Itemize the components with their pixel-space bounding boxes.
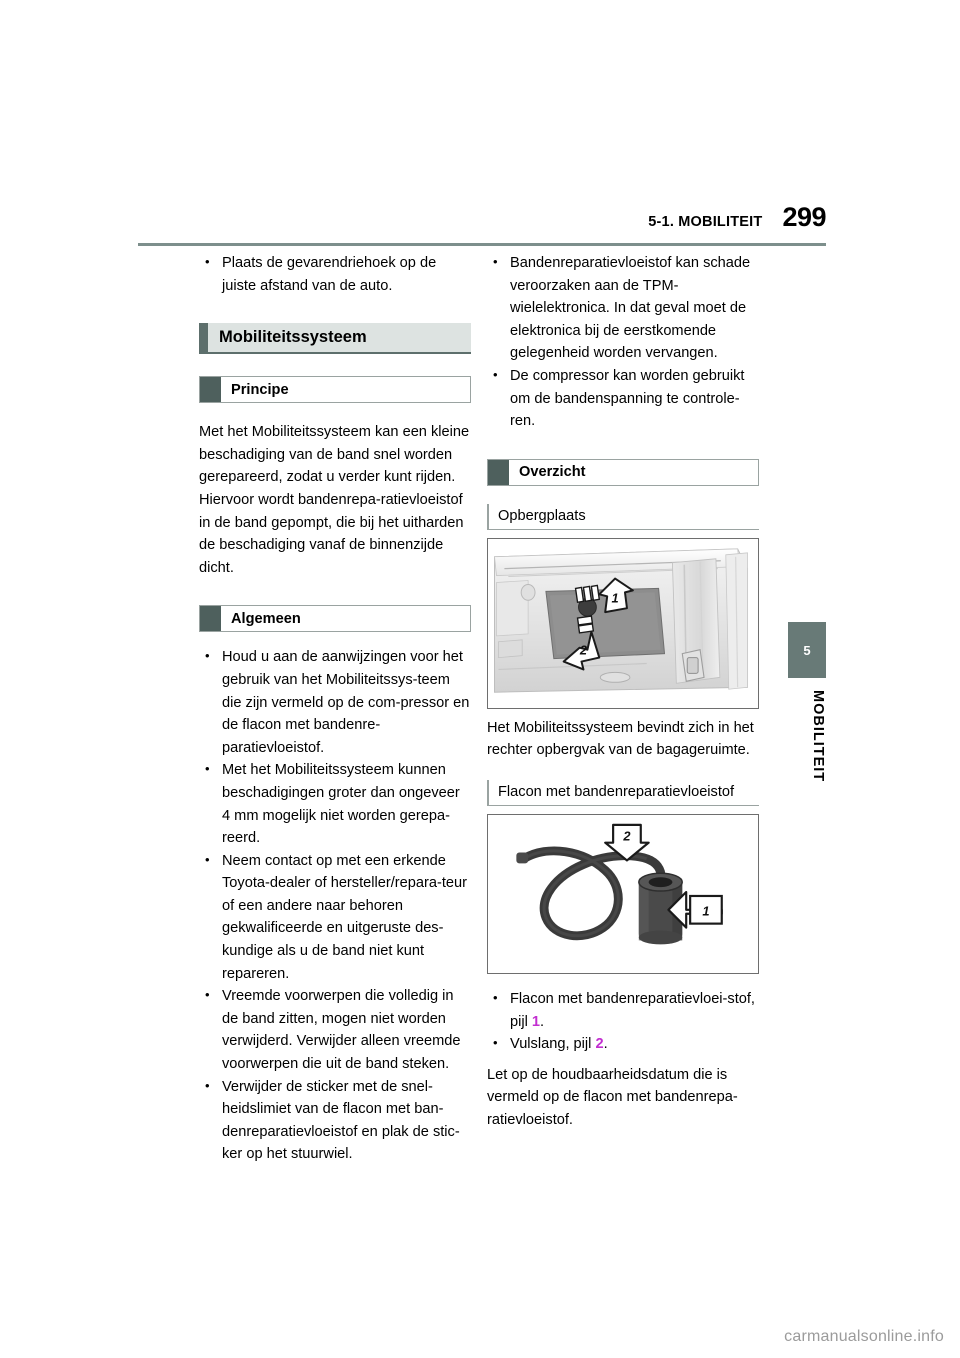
- subsection-accent-block: [200, 606, 221, 631]
- list-item: • De compressor kan worden gebruikt om de bandenspanning te controle-ren.: [487, 365, 759, 433]
- list-item: • Verwijder de sticker met de snel-heidslimiet van de flacon met ban-denreparatievloeistof en plak de stic-ker op het stuurwiel.: [199, 1076, 471, 1166]
- caption-header-opbergplaats: Opbergplaats: [487, 504, 759, 530]
- page-number: 299: [782, 202, 826, 232]
- section-title: Mobiliteitssysteem: [219, 328, 367, 347]
- subsection-title: Algemeen: [231, 610, 301, 627]
- subsection-accent-block: [488, 460, 509, 485]
- svg-text:1: 1: [702, 903, 710, 919]
- chapter-label: 5-1. MOBILITEIT: [648, 214, 763, 230]
- storage-figure-caption: Het Mobiliteitssysteem bevindt zich in het rechter opbergvak van de bagageruimte.: [487, 719, 754, 759]
- chapter-tab-label: MOBILITEIT: [810, 690, 826, 783]
- storage-figure-graphic: [488, 539, 758, 708]
- bullet-text-pre: Vulslang, pijl: [510, 1036, 596, 1053]
- flacon-bullet-list: [487, 988, 759, 1056]
- svg-text:2: 2: [623, 828, 631, 844]
- list-item: • Met het Mobiliteitssysteem kunnen beschadigingen groter dan ongeveer 4 mm mogelijk niet worden gerepa-reerd.: [199, 759, 471, 849]
- bullet-text-post: .: [540, 1013, 545, 1030]
- right-column: [487, 252, 759, 1132]
- left-column: [199, 252, 471, 1166]
- list-item: [487, 1033, 759, 1056]
- section-header-mobiliteitssysteem: [199, 323, 471, 354]
- right-top-bullet-list: [487, 252, 759, 433]
- chapter-tab: [788, 622, 826, 678]
- caption-header-flacon: Flacon met bandenreparatievloeistof: [487, 780, 759, 806]
- closing-paragraph: Let op de houdbaarheidsdatum die is vermeld op de flacon met bandenrepa-ratievloeistof.: [487, 1066, 738, 1128]
- bottle-figure-graphic: [488, 815, 758, 973]
- bullet-text-post: .: [603, 1036, 608, 1053]
- page-header: [138, 202, 826, 233]
- list-item: • Houd u aan de aanwijzingen voor het gebruik van het Mobiliteitssys-teem die zijn vermeld op de com-pressor en de flacon met bandenre-paratievloeistof.: [199, 646, 471, 759]
- subsection-header-overzicht: [487, 459, 759, 486]
- svg-text:2: 2: [579, 642, 588, 658]
- callout-number: 1: [531, 1013, 541, 1030]
- watermark: carmanualsonline.info: [784, 1328, 944, 1345]
- bullet-text-pre: Flacon met bandenreparatievloei-stof, pijl: [510, 990, 755, 1030]
- list-item: • Plaats de gevarendriehoek op de juiste afstand van de auto.: [199, 252, 471, 297]
- luggage-compartment-storage-illustration: [487, 538, 759, 709]
- algemeen-bullet-list: [199, 646, 471, 1166]
- intro-bullet-list: [199, 252, 471, 297]
- sealant-bottle-and-hose-illustration: [487, 814, 759, 974]
- principe-paragraph: Met het Mobiliteitssysteem kan een kleine beschadiging van de band snel worden gerepareerd, zodat u verder kunt rijden. Hiervoor wordt bandenrepa-ratievloeistof in de band gepompt, die bij het uitharden de beschadiging vanaf de binnenzijde dicht.: [199, 424, 470, 576]
- chapter-tab-number: 5: [803, 642, 811, 658]
- subsection-title: Principe: [231, 381, 289, 398]
- subsection-title: Overzicht: [519, 464, 586, 481]
- header-divider: [138, 243, 826, 246]
- list-item: • Bandenreparatievloeistof kan schade veroorzaken aan de TPM-wielelektronica. In dat geval moet de elektronica bij de eerstkomende gelegenheid worden vervangen.: [487, 252, 759, 365]
- subsection-header-algemeen: [199, 605, 471, 632]
- callout-number: 2: [595, 1036, 604, 1053]
- subsection-accent-block: [200, 377, 221, 402]
- list-item: • Neem contact op met een erkende Toyota-dealer of hersteller/repara-teur of een andere naar behoren gekwalificeerde en uitgeruste des-kundige als u de band niet kunt repareren.: [199, 850, 471, 986]
- list-item: [487, 988, 759, 1033]
- section-accent-block: [199, 323, 208, 352]
- subsection-header-principe: [199, 376, 471, 403]
- svg-text:1: 1: [611, 590, 619, 606]
- list-item: • Vreemde voorwerpen die volledig in de band zitten, mogen niet worden verwijderd. Verwijder alleen vreemde voorwerpen die uit de band steken.: [199, 985, 471, 1075]
